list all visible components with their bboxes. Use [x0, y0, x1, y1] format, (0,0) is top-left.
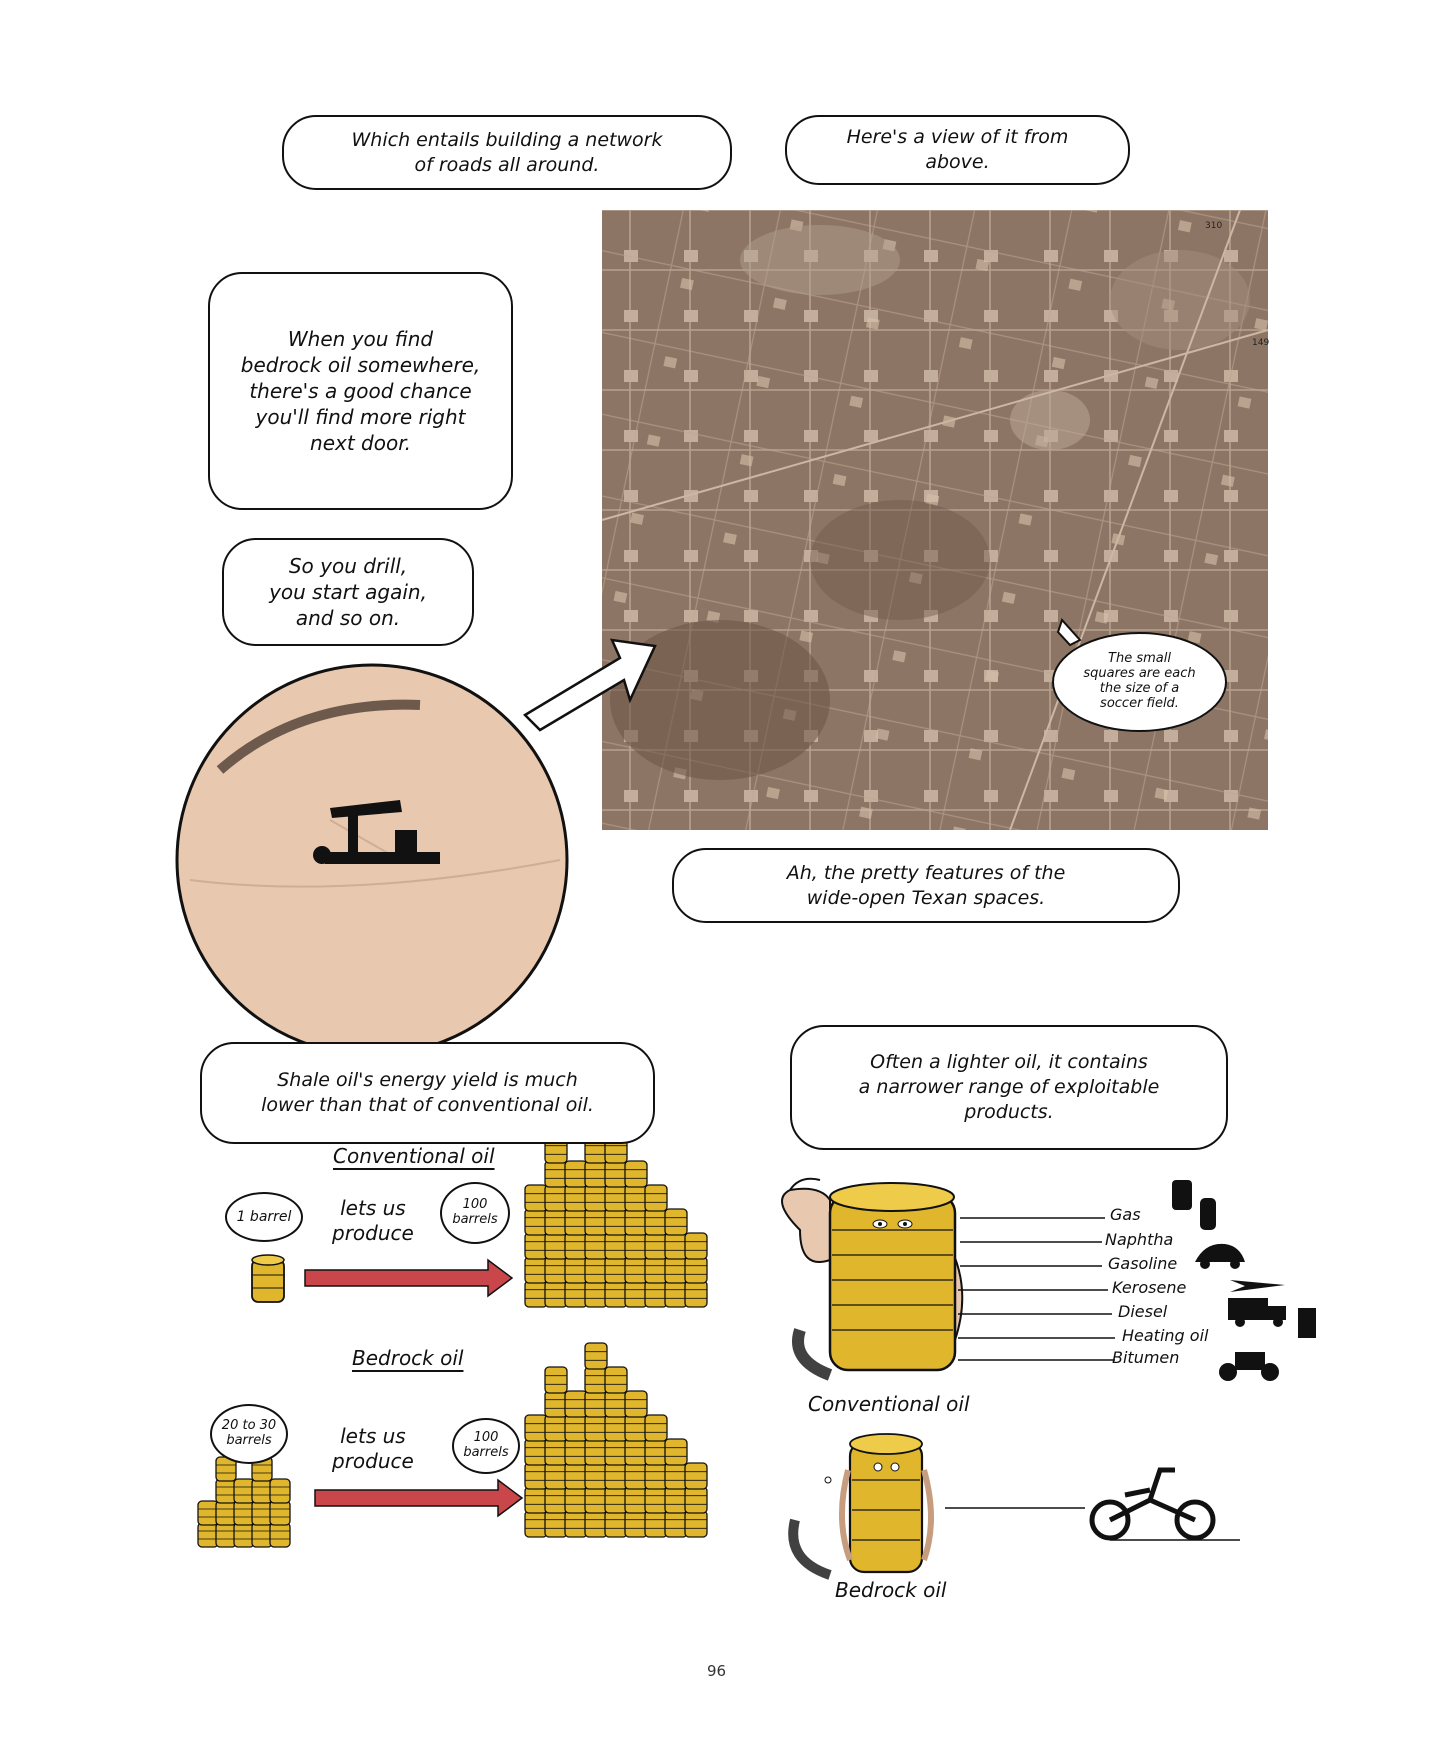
road-roller-icon: [1219, 1352, 1279, 1381]
bedrock-output-barrel-pile: [525, 1343, 707, 1537]
barrel-icon: [585, 1209, 607, 1235]
barrel-icon: [525, 1487, 547, 1513]
barrel-icon: [625, 1233, 647, 1259]
barrel-icon: [565, 1415, 587, 1441]
barrel-icon: [234, 1523, 254, 1547]
barrel-icon: [605, 1185, 627, 1211]
bottle-icon: [1200, 1198, 1216, 1230]
barrel-icon: [585, 1257, 607, 1283]
barrel-icon: [665, 1463, 687, 1489]
bedrock-caption: Bedrock oil: [835, 1578, 947, 1602]
barrel-icon: [625, 1463, 647, 1489]
barrel-icon: [625, 1511, 647, 1537]
bubble-drill: So you drill, you start again, and so on.: [222, 538, 474, 646]
product-gasoline: Gasoline: [1108, 1254, 1178, 1273]
barrel-icon: [525, 1439, 547, 1465]
barrel-icon: [252, 1501, 272, 1525]
bubble-squares: The small squares are each the size of a soccer field.: [1052, 632, 1227, 732]
barrel-icon: [585, 1343, 607, 1369]
barrel-icon: [545, 1391, 567, 1417]
barrel-icon: [216, 1501, 236, 1525]
conventional-caption: Conventional oil: [808, 1392, 970, 1416]
barrel-icon: [565, 1233, 587, 1259]
barrel-icon: [625, 1185, 647, 1211]
barrel-icon: [565, 1439, 587, 1465]
barrel-icon: [525, 1463, 547, 1489]
barrel-icon: [565, 1161, 587, 1187]
barrel-icon: [625, 1439, 647, 1465]
barrel-icon: [585, 1415, 607, 1441]
map-road-label-1: 310: [1205, 221, 1223, 231]
barrel-icon: [216, 1479, 236, 1503]
bedrock-output-bubble: 100 barrels: [452, 1418, 520, 1474]
barrel-icon: [685, 1257, 707, 1283]
barrel-icon: [270, 1479, 290, 1503]
barrel-icon: [234, 1479, 254, 1503]
barrel-icon: [645, 1439, 667, 1465]
barrel-icon: [545, 1281, 567, 1307]
barrel-icon: [252, 1479, 272, 1503]
conventional-red-arrow: [305, 1260, 512, 1296]
bubble-shale: Shale oil's energy yield is much lower than that of conventional oil.: [200, 1042, 655, 1144]
car-icon: [1195, 1244, 1245, 1269]
conventional-single-barrel: [252, 1255, 284, 1302]
bubble-view: Here's a view of it from above.: [785, 115, 1130, 185]
conventional-heading: Conventional oil: [333, 1144, 495, 1168]
conventional-input-bubble: 1 barrel: [225, 1192, 303, 1242]
barrel-icon: [605, 1439, 627, 1465]
barrel-icon: [525, 1257, 547, 1283]
bubble-roads: Which entails building a network of roads all around.: [282, 115, 732, 190]
moped-icon: [1092, 1470, 1240, 1540]
barrel-icon: [625, 1161, 647, 1187]
bedrock-heading: Bedrock oil: [352, 1346, 464, 1370]
barrel-icon: [565, 1391, 587, 1417]
barrel-icon: [525, 1185, 547, 1211]
barrel-icon: [585, 1391, 607, 1417]
barrel-icon: [665, 1511, 687, 1537]
barrel-icon: [585, 1185, 607, 1211]
barrel-icon: [585, 1439, 607, 1465]
barrel-icon: [605, 1463, 627, 1489]
barrel-icon: [565, 1487, 587, 1513]
bedrock-verb: lets us produce: [332, 1424, 414, 1473]
barrel-icon: [585, 1233, 607, 1259]
barrel-icon: [645, 1511, 667, 1537]
conventional-verb: lets us produce: [332, 1196, 414, 1245]
barrel-icon: [605, 1415, 627, 1441]
barrel-icon: [525, 1511, 547, 1537]
barrel-icon: [605, 1209, 627, 1235]
product-lines: [958, 1218, 1115, 1360]
barrel-icon: [525, 1209, 547, 1235]
gas-can-icon: [1172, 1180, 1192, 1210]
barrel-icon: [545, 1161, 567, 1187]
map-road-label-2: 149: [1252, 338, 1270, 348]
barrel-icon: [645, 1233, 667, 1259]
barrel-icon: [585, 1367, 607, 1393]
barrel-icon: [565, 1257, 587, 1283]
barrel-icon: [645, 1281, 667, 1307]
bedrock-input-bubble: 20 to 30 barrels: [210, 1404, 288, 1464]
barrel-icon: [625, 1281, 647, 1307]
barrel-icon: [605, 1511, 627, 1537]
page-number: 96: [707, 1662, 727, 1680]
product-kerosene: Kerosene: [1112, 1278, 1187, 1297]
product-gas: Gas: [1110, 1205, 1141, 1224]
barrel-icon: [645, 1185, 667, 1211]
barrel-icon: [665, 1257, 687, 1283]
barrel-icon: [252, 1523, 272, 1547]
truck-icon: [1228, 1298, 1286, 1327]
barrel-icon: [565, 1209, 587, 1235]
fuel-pump-icon: [1298, 1308, 1316, 1338]
bedrock-red-arrow: [315, 1480, 522, 1516]
barrel-icon: [270, 1501, 290, 1525]
barrel-icon: [585, 1463, 607, 1489]
barrel-icon: [605, 1281, 627, 1307]
barrel-icon: [685, 1487, 707, 1513]
barrel-icon: [605, 1487, 627, 1513]
barrel-icon: [665, 1281, 687, 1307]
conventional-barrel-character: [782, 1179, 962, 1375]
bubble-lighter: Often a lighter oil, it contains a narrower range of exploitable products.: [790, 1025, 1228, 1150]
barrel-icon: [234, 1501, 254, 1525]
barrel-icon: [625, 1257, 647, 1283]
barrel-icon: [665, 1439, 687, 1465]
barrel-icon: [545, 1415, 567, 1441]
barrel-icon: [645, 1209, 667, 1235]
barrel-icon: [605, 1257, 627, 1283]
barrel-icon: [665, 1487, 687, 1513]
product-bitumen: Bitumen: [1112, 1348, 1180, 1367]
barrel-icon: [625, 1209, 647, 1235]
barrel-icon: [605, 1233, 627, 1259]
barrel-icon: [665, 1233, 687, 1259]
aerial-map: [602, 210, 1268, 830]
barrel-icon: [685, 1511, 707, 1537]
barrel-icon: [665, 1209, 687, 1235]
barrel-icon: [625, 1391, 647, 1417]
barrel-icon: [565, 1511, 587, 1537]
barrel-icon: [685, 1463, 707, 1489]
barrel-icon: [565, 1463, 587, 1489]
barrel-icon: [685, 1233, 707, 1259]
barrel-icon: [270, 1523, 290, 1547]
barrel-icon: [545, 1185, 567, 1211]
barrel-icon: [585, 1511, 607, 1537]
barrel-icon: [198, 1501, 218, 1525]
barrel-icon: [545, 1487, 567, 1513]
barrel-icon: [216, 1523, 236, 1547]
barrel-icon: [525, 1233, 547, 1259]
barrel-icon: [545, 1257, 567, 1283]
barrel-icon: [545, 1367, 567, 1393]
barrel-icon: [585, 1161, 607, 1187]
barrel-icon: [545, 1233, 567, 1259]
barrel-icon: [525, 1415, 547, 1441]
barrel-icon: [198, 1523, 218, 1547]
airplane-icon: [1230, 1280, 1285, 1292]
bedrock-barrel-character: [793, 1434, 931, 1575]
barrel-icon: [585, 1281, 607, 1307]
product-diesel: Diesel: [1118, 1302, 1168, 1321]
barrel-icon: [685, 1281, 707, 1307]
product-heating-oil: Heating oil: [1122, 1326, 1209, 1345]
barrel-icon: [545, 1439, 567, 1465]
barrel-icon: [625, 1487, 647, 1513]
barrel-icon: [605, 1391, 627, 1417]
barrel-icon: [625, 1415, 647, 1441]
barrel-icon: [645, 1463, 667, 1489]
bubble-find: When you find bedrock oil somewhere, there's a good chance you'll find more right next door.: [208, 272, 513, 510]
barrel-icon: [525, 1281, 547, 1307]
barrel-icon: [565, 1281, 587, 1307]
barrel-icon: [645, 1487, 667, 1513]
barrel-icon: [545, 1511, 567, 1537]
barrel-icon: [645, 1257, 667, 1283]
conventional-output-bubble: 100 barrels: [440, 1182, 510, 1244]
bubble-texan: Ah, the pretty features of the wide-open Texan spaces.: [672, 848, 1180, 923]
product-naphtha: Naphtha: [1105, 1230, 1174, 1249]
barrel-icon: [545, 1209, 567, 1235]
barrel-icon: [585, 1487, 607, 1513]
barrel-icon: [605, 1367, 627, 1393]
barrel-icon: [645, 1415, 667, 1441]
barrel-icon: [565, 1185, 587, 1211]
barrel-icon: [545, 1463, 567, 1489]
barrel-icon: [605, 1161, 627, 1187]
pump-jack-inset: [177, 665, 567, 1055]
